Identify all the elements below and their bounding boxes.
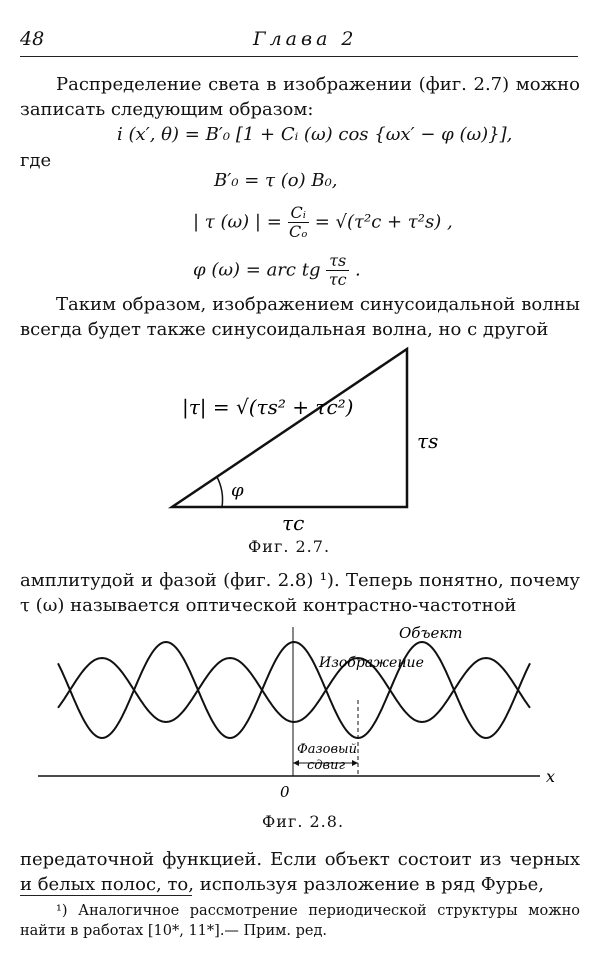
where-word: где	[20, 150, 52, 171]
image-wave	[58, 658, 530, 722]
eq4-end: .	[355, 259, 361, 281]
equation-b0: B′₀ = τ (o) B₀,	[214, 170, 338, 191]
figure-2-7-caption: Фиг. 2.7.	[248, 537, 331, 556]
figure-2-8-caption: Фиг. 2.8.	[262, 812, 345, 831]
chapter-title: Глава 2	[253, 28, 358, 50]
magnitude-label: |τ| = √(τs² + τc²)	[182, 395, 354, 419]
origin-label: 0	[280, 783, 290, 801]
eq3-numerator: Cᵢ	[288, 204, 309, 223]
footnote: ¹) Аналогичное рассмотрение периодической структуры можно найти в работах [10*, 11*].— Прим. ред.	[20, 903, 580, 939]
eq4-denominator: τc	[328, 270, 347, 289]
eq3-left: | τ (ω) | =	[193, 211, 282, 233]
image-label: Изображение	[319, 655, 424, 671]
paragraph-sinusoid: Таким образом, изображением синусоидальной волны всегда будет также синусоидальная волна, но с другой	[20, 294, 580, 340]
phase-label-1: Фазовый	[297, 742, 357, 757]
x-axis-label: x	[546, 767, 556, 786]
page-number: 48	[20, 28, 45, 50]
equation-intensity: i (x′, θ) = B′₀ [1 + Cᵢ (ω) cos {ωx′ − φ (ω)}],	[117, 124, 513, 145]
angle-label: φ	[231, 480, 244, 501]
object-wave	[58, 642, 530, 738]
eq3-right: = √(τ²c + τ²s) ,	[314, 211, 453, 233]
object-label: Объект	[399, 624, 463, 642]
paragraph-intro: Распределение света в изображении (фиг. 2.7) можно записать следующим образом:	[20, 74, 580, 120]
paragraph-transfer-function: передаточной функцией. Если объект состоит из черных и белых полос, то, используя разложение в ряд Фурье,	[20, 849, 580, 895]
side-label-vertical: τs	[417, 429, 439, 453]
footnote-rule	[20, 895, 192, 896]
eq4-left: φ (ω) = arc tg	[193, 259, 321, 281]
phase-label-2: сдвиг	[307, 758, 346, 773]
side-label-horizontal: τc	[282, 511, 305, 535]
paragraph-amplitude: амплитудой и фазой (фиг. 2.8) ¹). Теперь понятно, почему τ (ω) называется оптической контрастно-частотной	[20, 570, 580, 616]
eq4-numerator: τs	[326, 252, 349, 271]
eq3-denominator: Cₒ	[289, 222, 308, 241]
